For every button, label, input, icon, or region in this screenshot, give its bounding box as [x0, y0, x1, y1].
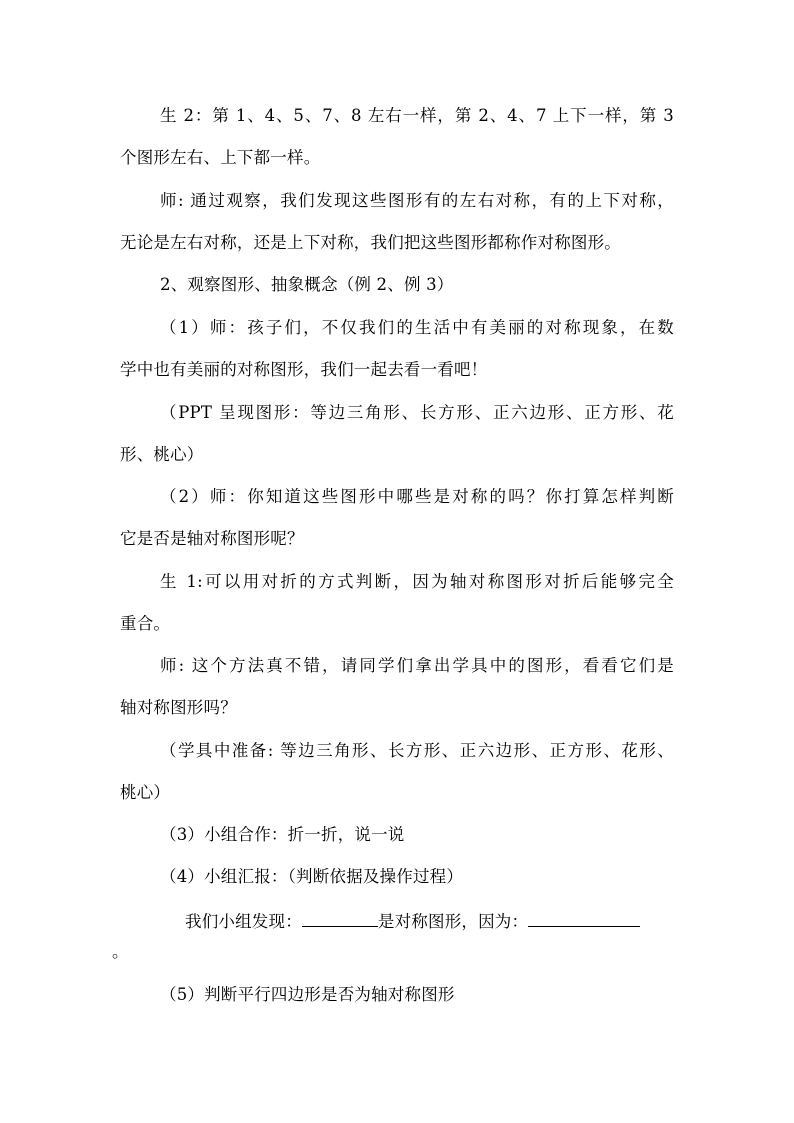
answer-blank-reason[interactable] — [528, 908, 640, 927]
paragraph-line-4: 无论是左右对称，还是上下对称，我们把这些图形都称作对称图形。 — [120, 233, 621, 252]
paragraph-line-22: （5）判断平行四边形是否为轴对称图形 — [160, 985, 455, 1004]
paragraph-line-6: （1）师：孩子们，不仅我们的生活中有美丽的对称现象，在数 — [160, 318, 674, 337]
paragraph-line-13: 重合。 — [120, 614, 171, 633]
answer-blank-shape[interactable] — [302, 908, 378, 927]
paragraph-line-9: 形、桃心） — [120, 445, 204, 464]
fill-in-prefix: 我们小组发现： — [185, 912, 302, 931]
paragraph-line-19: （4）小组汇报：（判断依据及操作过程） — [160, 867, 464, 886]
paragraph-line-3: 师: 通过观察，我们发现这些图形有的左右对称，有的上下对称， — [160, 191, 674, 210]
paragraph-line-17: 桃心） — [120, 783, 171, 802]
paragraph-line-16: （学具中准备: 等边三角形、长方形、正六边形、正方形、花形、 — [160, 741, 674, 760]
paragraph-line-18: （3）小组合作：折一折，说一说 — [160, 825, 405, 844]
paragraph-line-7: 学中也有美丽的对称图形，我们一起去看一看吧！ — [120, 360, 488, 379]
paragraph-line-10: （2）师：你知道这些图形中哪些是对称的吗？你打算怎样判断 — [160, 487, 674, 506]
section-heading-2: 2、观察图形、抽象概念（例 2、例 3） — [160, 275, 454, 294]
paragraph-line-8: （PPT 呈现图形：等边三角形、长方形、正六边形、正方形、花 — [160, 403, 674, 422]
fill-in-middle: 是对称图形，因为： — [377, 912, 529, 931]
paragraph-line-11: 它是否是轴对称图形呢？ — [120, 529, 304, 548]
paragraph-line-12: 生 1:可以用对折的方式判断，因为轴对称图形对折后能够完全 — [160, 572, 674, 591]
paragraph-line-14: 师: 这个方法真不错，请同学们拿出学具中的图形，看看它们是 — [160, 656, 674, 675]
paragraph-line-15: 轴对称图形吗？ — [120, 698, 237, 717]
fill-in-period: 。 — [112, 942, 129, 961]
paragraph-line-1: 生 2：第 1、4、5、7、8 左右一样，第 2、4、7 上下一样，第 3 — [160, 106, 674, 125]
paragraph-line-2: 个图形左右、上下都一样。 — [120, 148, 321, 167]
fill-in-sentence — [185, 908, 640, 934]
